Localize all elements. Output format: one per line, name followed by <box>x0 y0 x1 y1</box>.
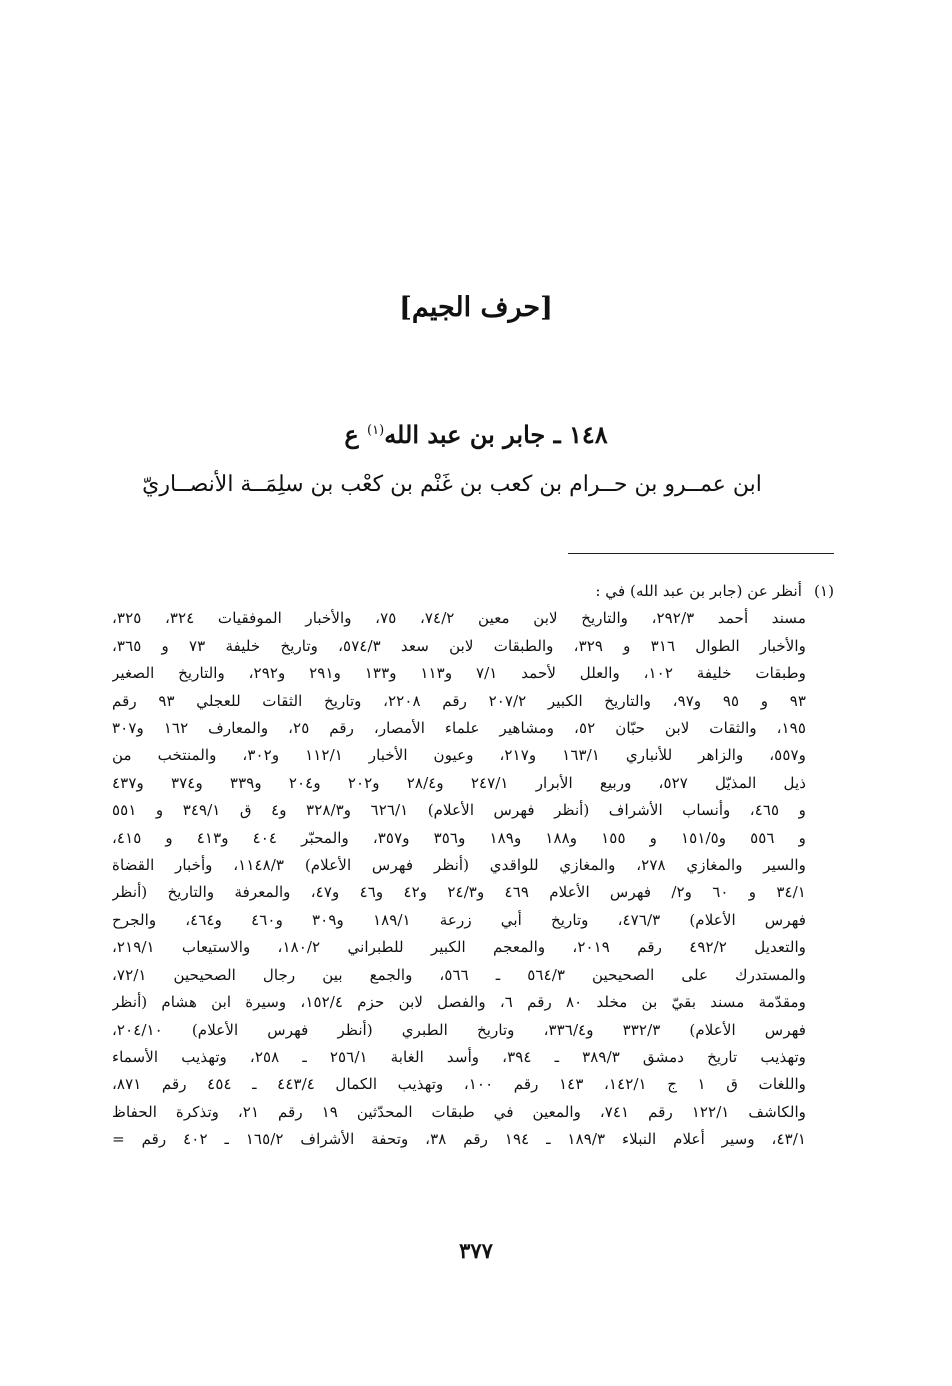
entry-title <box>0 420 952 449</box>
footnote-line: والكاشف ١٢٢/١ رقم ٧٤١، والمعين في طبقات المحدّثين ١٩ رقم ٢١، وتذكرة الحفاظ <box>112 1102 806 1121</box>
footnote <box>112 578 834 1154</box>
footnote-line: ١٩٥، والثقات لابن حبّان ٥٢، ومشاهير علماء الأمصار، رقم ٢٥، والمعارف ١٦٢ و٣٠٧ <box>112 719 806 738</box>
footnote-line: ٣٤/١ و ٦٠ و٢/ فهرس الأعلام ٤٦٩ و٢٤/٣ و٤٢ و٤٦ و٤٧، والمعرفة والتاريخ (أنظر <box>112 883 806 902</box>
page-number: ٣٧٧ <box>459 1238 493 1263</box>
footnote-line: وطبقات خليفة ١٠٢، والعلل لأحمد ٧/١ و١١٣ و١٣٣ و٢٩١ و٢٩٢، والتاريخ الصغير <box>112 664 806 683</box>
footnote-intro: أنظر عن (جابر بن عبد الله) في : <box>595 582 802 600</box>
footnote-line: و٥٥٧، والزاهر للأنباري ١٦٣/١ و٢١٧، وعيون الأخبار ١١٢/١ و٣٠٢، والمنتخب من <box>112 746 806 765</box>
footnote-line: فهرس الأعلام) ٣٣٢/٣ و٣٣٦/٤، وتاريخ الطبري (أنظر فهرس الأعلام) ٢٠٤/١٠، <box>112 1020 806 1039</box>
footnote-line: والتعديل ٤٩٢/٢ رقم ٢٠١٩، والمعجم الكبير للطبراني ١٨٠/٢، والاستيعاب ٢١٩/١، <box>112 938 806 957</box>
footnote-line: والمستدرك على الصحيحين ٥٦٤/٣ ـ ٥٦٦، والجمع بين رجال الصحيحين ٧٢/١، <box>112 965 806 984</box>
entry-title-text: ١٤٨ ـ جابر بن عبد الله <box>384 420 608 449</box>
footnote-line: و ٥٥٦ و١٥١/٥ و ١٥٥ و١٨٨ و١٨٩ و٣٥٦ و٣٥٧، والمحبّر ٤٠٤ و٤١٣ و ٤١٥، <box>112 828 806 847</box>
entry-title-suffix: ع <box>344 420 368 449</box>
footnote-number: (١) <box>813 582 834 600</box>
footnote-line: ٤٣/١، وسير أعلام النبلاء ١٨٩/٣ ـ ١٩٤ رقم ٣٨، وتحفة الأشراف ١٦٥/٢ ـ ٤٠٢ رقم = <box>112 1130 806 1149</box>
footnote-line: فهرس الأعلام) ٤٧٦/٣، وتاريخ أبي زرعة ١٨٩/١ و٣٠٩ و٤٦٠ و٤٦٤، والجرح <box>112 910 806 929</box>
footnote-divider <box>568 553 834 554</box>
footnote-line: مسند أحمد ٢٩٢/٣، والتاريخ لابن معين ٧٤/٢، ٧٥، والأخبار الموفقيات ٣٢٤، ٣٢٥، <box>112 609 806 628</box>
footnote-intro-line <box>112 578 834 605</box>
chapter-title: [حرف الجيم] <box>399 292 553 323</box>
footnote-line: والأخبار الطوال ٣١٦ و ٣٢٩، والطبقات لابن سعد ٥٧٤/٣، وتاريخ خليفة ٧٣ و ٣٦٥، <box>112 636 806 655</box>
footnote-line: وتهذيب تاريخ دمشق ٣٨٩/٣ ـ ٣٩٤، وأسد الغابة ٢٥٦/١ ـ ٢٥٨، وتهذيب الأسماء <box>112 1047 806 1066</box>
footnote-line: ٩٣ و ٩٥ و٩٧، والتاريخ الكبير ٢٠٧/٢ رقم ٢٢٠٨، وتاريخ الثقات للعجلي ٩٣ رقم <box>112 691 806 710</box>
footnote-line: و ٤٦٥، وأنساب الأشراف (أنظر فهرس الأعلام) ٦٢٦/١ و٣٢٨/٣ و٤ ق ٣٤٩/١ و ٥٥١ <box>112 801 806 820</box>
footnote-line: والسير والمغازي ٢٧٨، والمغازي للواقدي (أنظر فهرس الأعلام) ١١٤٨/٣، وأخبار القضاة <box>112 856 806 875</box>
entry-lineage: ابن عمــرو بن حــرام بن كعب بن غَنْم بن كعْب بن سلِمَــة الأنصــاريّ <box>142 472 762 497</box>
footnote-body <box>112 605 806 1153</box>
footnote-line: ذيل المذيّل ٥٢٧، وربيع الأبرار ٢٤٧/١ و٢٨/٤ و٢٠٢ و٢٠٤ و٣٣٩ و٣٧٤ و٤٣٧ <box>112 773 806 792</box>
footnote-line: واللغات ق ١ ج ١٤٢/١، ١٤٣ رقم ١٠٠، وتهذيب الكمال ٤٤٣/٤ ـ ٤٥٤ رقم ٨٧١، <box>112 1075 806 1094</box>
entry-footnote-ref: (١) <box>367 423 385 438</box>
footnote-line: ومقدّمة مسند بقيّ بن مخلد ٨٠ رقم ٦، والفصل لابن حزم ١٥٢/٤، وسيرة ابن هشام (أنظر <box>112 993 806 1012</box>
